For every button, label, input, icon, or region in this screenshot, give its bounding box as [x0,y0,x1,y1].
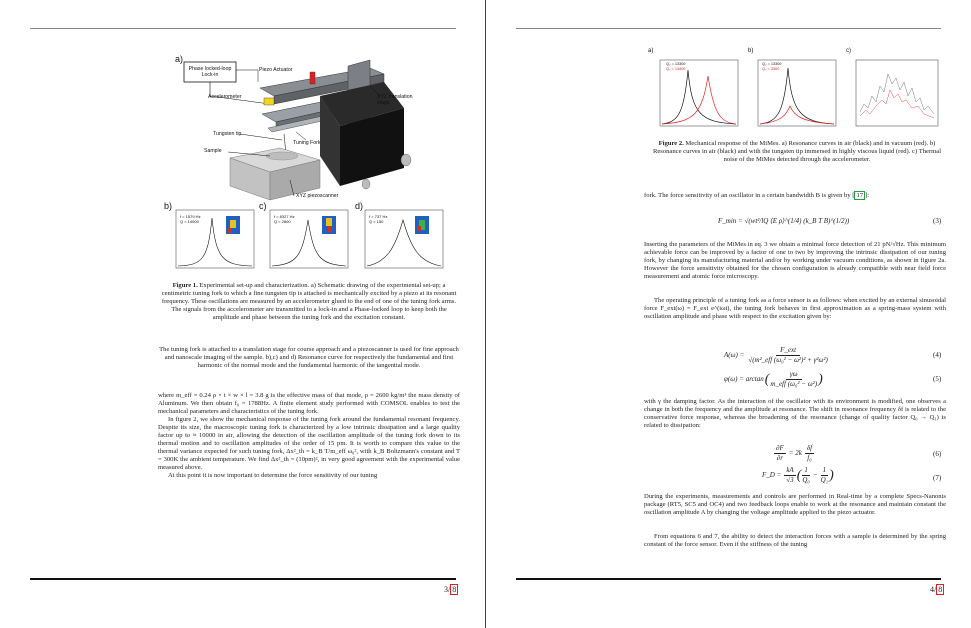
left-para-2: In figure 2, we show the mechanical response of the tuning fork around the fundamental resonant frequency. Despite its size, the macroscopic tuning fork is characterized by a low intrinsic dissipation and a large quality factor up to ≈ 10000 in air, allowing the detection of the oscillation amplitude of the tuning fork down to its thermal motion and to oscillation amplitudes of the order of 15 pm. It is worth to compare this value to the thermal variance expected for such tuning fork, Δx²_th = k_B T/m_eff ω₀², with k_B Boltzmann's constant and T = 300K the ambient temperature. We find Δx²_th = (10pm)², in very good agreement with the experimental value measured above. [158,416,460,471]
eq3-number: (3) [933,217,942,225]
figure-2a-label: a) [648,48,654,54]
subplot-c-freq: f = 8327 Hz [274,214,295,219]
left-para-3: At this point it is now important to determine the force sensitivity of our tuning [168,472,378,479]
piezoscanner-label: XYZ piezoscanner [296,193,339,199]
subplot-d-q: Q = 150 [369,219,384,224]
intro-line: fork. The force sensitivity of an oscillator in a certain bandwidth B is given by [ 17 ]: [644,192,870,199]
page-total-link[interactable]: 8 [938,585,943,594]
ref-17-link[interactable]: 17 [856,192,864,199]
eq7-c-num: 1 [822,466,827,474]
eq7-a-num: kA [786,466,794,474]
figure-2c-label: c) [846,48,851,54]
figure-1-caption-2: The tuning fork is attached to a translation stage for course approach and a piezoscanner is used for fine approach and nanoscale imaging of the sample. b),c) and d) Resonance curve for respectively the fundamental and first harmonic of the normal mode and the fundamental harmonic of the tangential mode. [159,346,459,369]
eq4-fraction [748,346,828,365]
intro-text: fork. The force sensitivity of an oscillator in a certain bandwidth B is given by [644,192,851,199]
figure-2-caption-text: Mechanical response of the MiMes. a) Resonance curves in air (black) and in vacuum (red). b) Resonance curves in air (black) and with the tungsten tip immersed in highly viscous liquid (red). c) Thermal noise of the MiMes detected through the accelerometer. [652,140,942,163]
eq7-lhs: F_D = [762,471,782,479]
tuning-fork-label: Tuning Fork [293,140,321,146]
legend-2a-1: Q₀ = 13300 [666,62,686,66]
piezo-actuator-label: Piezo Actuator [259,67,293,73]
tungsten-tip-label: Tungsten tip [213,131,242,137]
page-number-current: 3/ [444,585,451,594]
eq7-c-fraction [821,466,829,485]
eq3-lhs: F_min = [718,217,743,225]
accelerometer-label: Accelerometer [208,94,242,100]
eq3-rhs: √(wt²/lQ ⟨E ρ⟩^(1/4) (k_B T B)^(1/2)) [744,217,850,225]
xyz-stage-label: XYZ translation stage [377,94,413,106]
figure-2-caption-label: Figure 2. [658,140,684,147]
figure-1b-label: b) [164,201,173,211]
eq7-b-num: 1 [804,466,808,474]
figure-2b-label: b) [748,48,754,54]
eq4-numerator: F_ext [776,346,800,356]
legend-2b-1: Q₀ = 13300 [762,62,782,66]
eq5-numerator: γω [786,370,802,380]
eq4-number: (4) [933,351,942,359]
eq7-c-den: Q₁ [820,476,829,484]
eq7-a-den: √3 [786,476,794,484]
eq7-b-den: Q₀ [802,476,810,484]
figure-1a-label: a) [175,54,184,64]
equation-5: φ(ω) = arctan ( γω m_eff (ω₀² − ω²) ) [724,370,823,388]
page-number-current: 4/ [930,585,937,594]
sample-label: Sample [204,148,222,154]
top-rule [30,28,456,29]
eq7-a-fraction [784,466,795,485]
figure-1d-label: d) [355,201,364,211]
right-para-1: Inserting the parameters of the MiMes in eq. 3 we obtain a minimal force detection of 21 pN/√Hz. This minimum achievable force can be improved by a factor of one to two by improving the intrinsic dissipation of our tuning fork, by changing its manufacturing material and/or by working under vacuum conditions, as shown in figure 2a. However the force sensitivity obtained for the chosen configuration is already compatible with near field force measurement and atomic force microscopy. [644,241,946,280]
eq5-lhs: φ(ω) = arctan [724,375,764,383]
eq6-lhs-den: ∂r [776,454,783,462]
figure-1-caption-text: Experimental set-up and characterization. a) Schematic drawing of the experimental set-up; a centimetric tuning fork to which a fine tungsten tip is attached is mechanically excited by a piezo at its resonant frequency. These oscillations are measured by an accelerometer glued to the end of one of the tuning fork arms. The signals from the accelerometer are transmitted to a lock-in and a Phase-locked loop to keep both the amplitude and phase between the tuning fork and the excitation constant. [161,282,457,321]
figure-1-caption [158,282,460,322]
eq6-number: (6) [933,450,942,458]
page-number-3 [444,585,458,594]
eq5-denominator: m_eff (ω₀² − ω²) [770,380,818,388]
pll-label: Phase locked-loop Lock-in [188,66,232,78]
eq6-rhs-num: δf [806,444,813,452]
eq6-rhs-fraction [805,444,814,463]
equation-7: F_D = $\frac{kA}{√3}$ ( $\frac{1}{\text{Q₀}}$ − $\frac{1}{\text{Q₁}}$ ) [762,466,834,484]
subplot-c-q: Q = 2800 [274,219,291,224]
figure-1c-label: c) [259,201,267,211]
subplot-d-freq: f = 737 Hz [369,214,388,219]
legend-2a-2: Q₀ = 14400 [666,67,686,71]
subplot-b-freq: f = 1579 Hz [180,214,201,219]
top-rule [516,28,941,29]
eq7-number: (7) [933,474,942,482]
eq6-rhs-den: f₀ [807,454,812,462]
left-body [158,392,460,480]
page-total-link[interactable]: 8 [452,585,457,594]
figure-2-caption [646,140,948,164]
right-para-5: From equations 6 and 7, the ability to detect the interaction forces with a sample is determined by the spring constant of the force sensor. Even if the stiffness of the tuning [644,533,946,548]
eq7-b-fraction [802,466,810,485]
eq5-fraction [770,370,817,389]
eq4-denominator: √(m²_eff (ω₀² − ω²)² + γ²ω²) [748,356,828,364]
figure-1-caption-label: Figure 1. [172,282,198,289]
equation-6 [774,444,814,463]
legend-2b-2: Q₀ = 3300 [762,67,780,71]
right-para-4: During the experiments, measurements and controls are performed in Real-time by a complete Specs-Nanonis package (RT5, SC5 and OC4) and two feedback loops enable to work at the resonance and maintain constant the oscillation amplitude A by changing the voltage amplitude applied to the piezo actuator. [644,493,946,516]
eq4-lhs: A(ω) = [724,351,745,359]
right-para-2: The operating principle of a tuning fork as a force sensor is as follows: when excited by an external sinusoidal force F_ext(ω) = F_ext e^(iωt), the tuning fork behaves in first approximation as a spring-mass system with oscillation amplitude and phase with respect to the excitation given by: [644,297,946,320]
left-para-1: where m_eff = 0.24 ρ × t × w × l = 3.8 g is the effective mass of that mode, ρ = 2600 kg/m³ the mass density of Aluminum. We then obtain f₀ = 1788Hz. A finite element study performed with COMSOL enables to test the mechanical parameters and characteristics of the tuning fork. [158,392,460,415]
subplot-b-q: Q = 14000 [180,219,199,224]
page-4 [486,0,971,628]
eq6-mid: = 2k [788,449,802,457]
bottom-rule [516,578,941,580]
equation-4 [724,346,828,365]
eq5-number: (5) [933,375,942,383]
equation-3 [718,217,849,226]
bottom-rule [30,578,456,580]
page-number-4 [930,585,944,594]
eq6-lhs-num: ∂F [776,444,784,452]
right-para-3: with γ the damping factor. As the interaction of the oscillator with its environment is modified, one observes a change in both the frequency and the amplitude at resonance. The shift in resonance frequency δf is related to the conservative force response, whereas the broadening of the resonance (change of quality factor Q₀ → Q₁) is related to dissipation: [644,398,946,429]
figure-2c-plot [850,56,940,134]
eq6-lhs-fraction [774,444,786,463]
